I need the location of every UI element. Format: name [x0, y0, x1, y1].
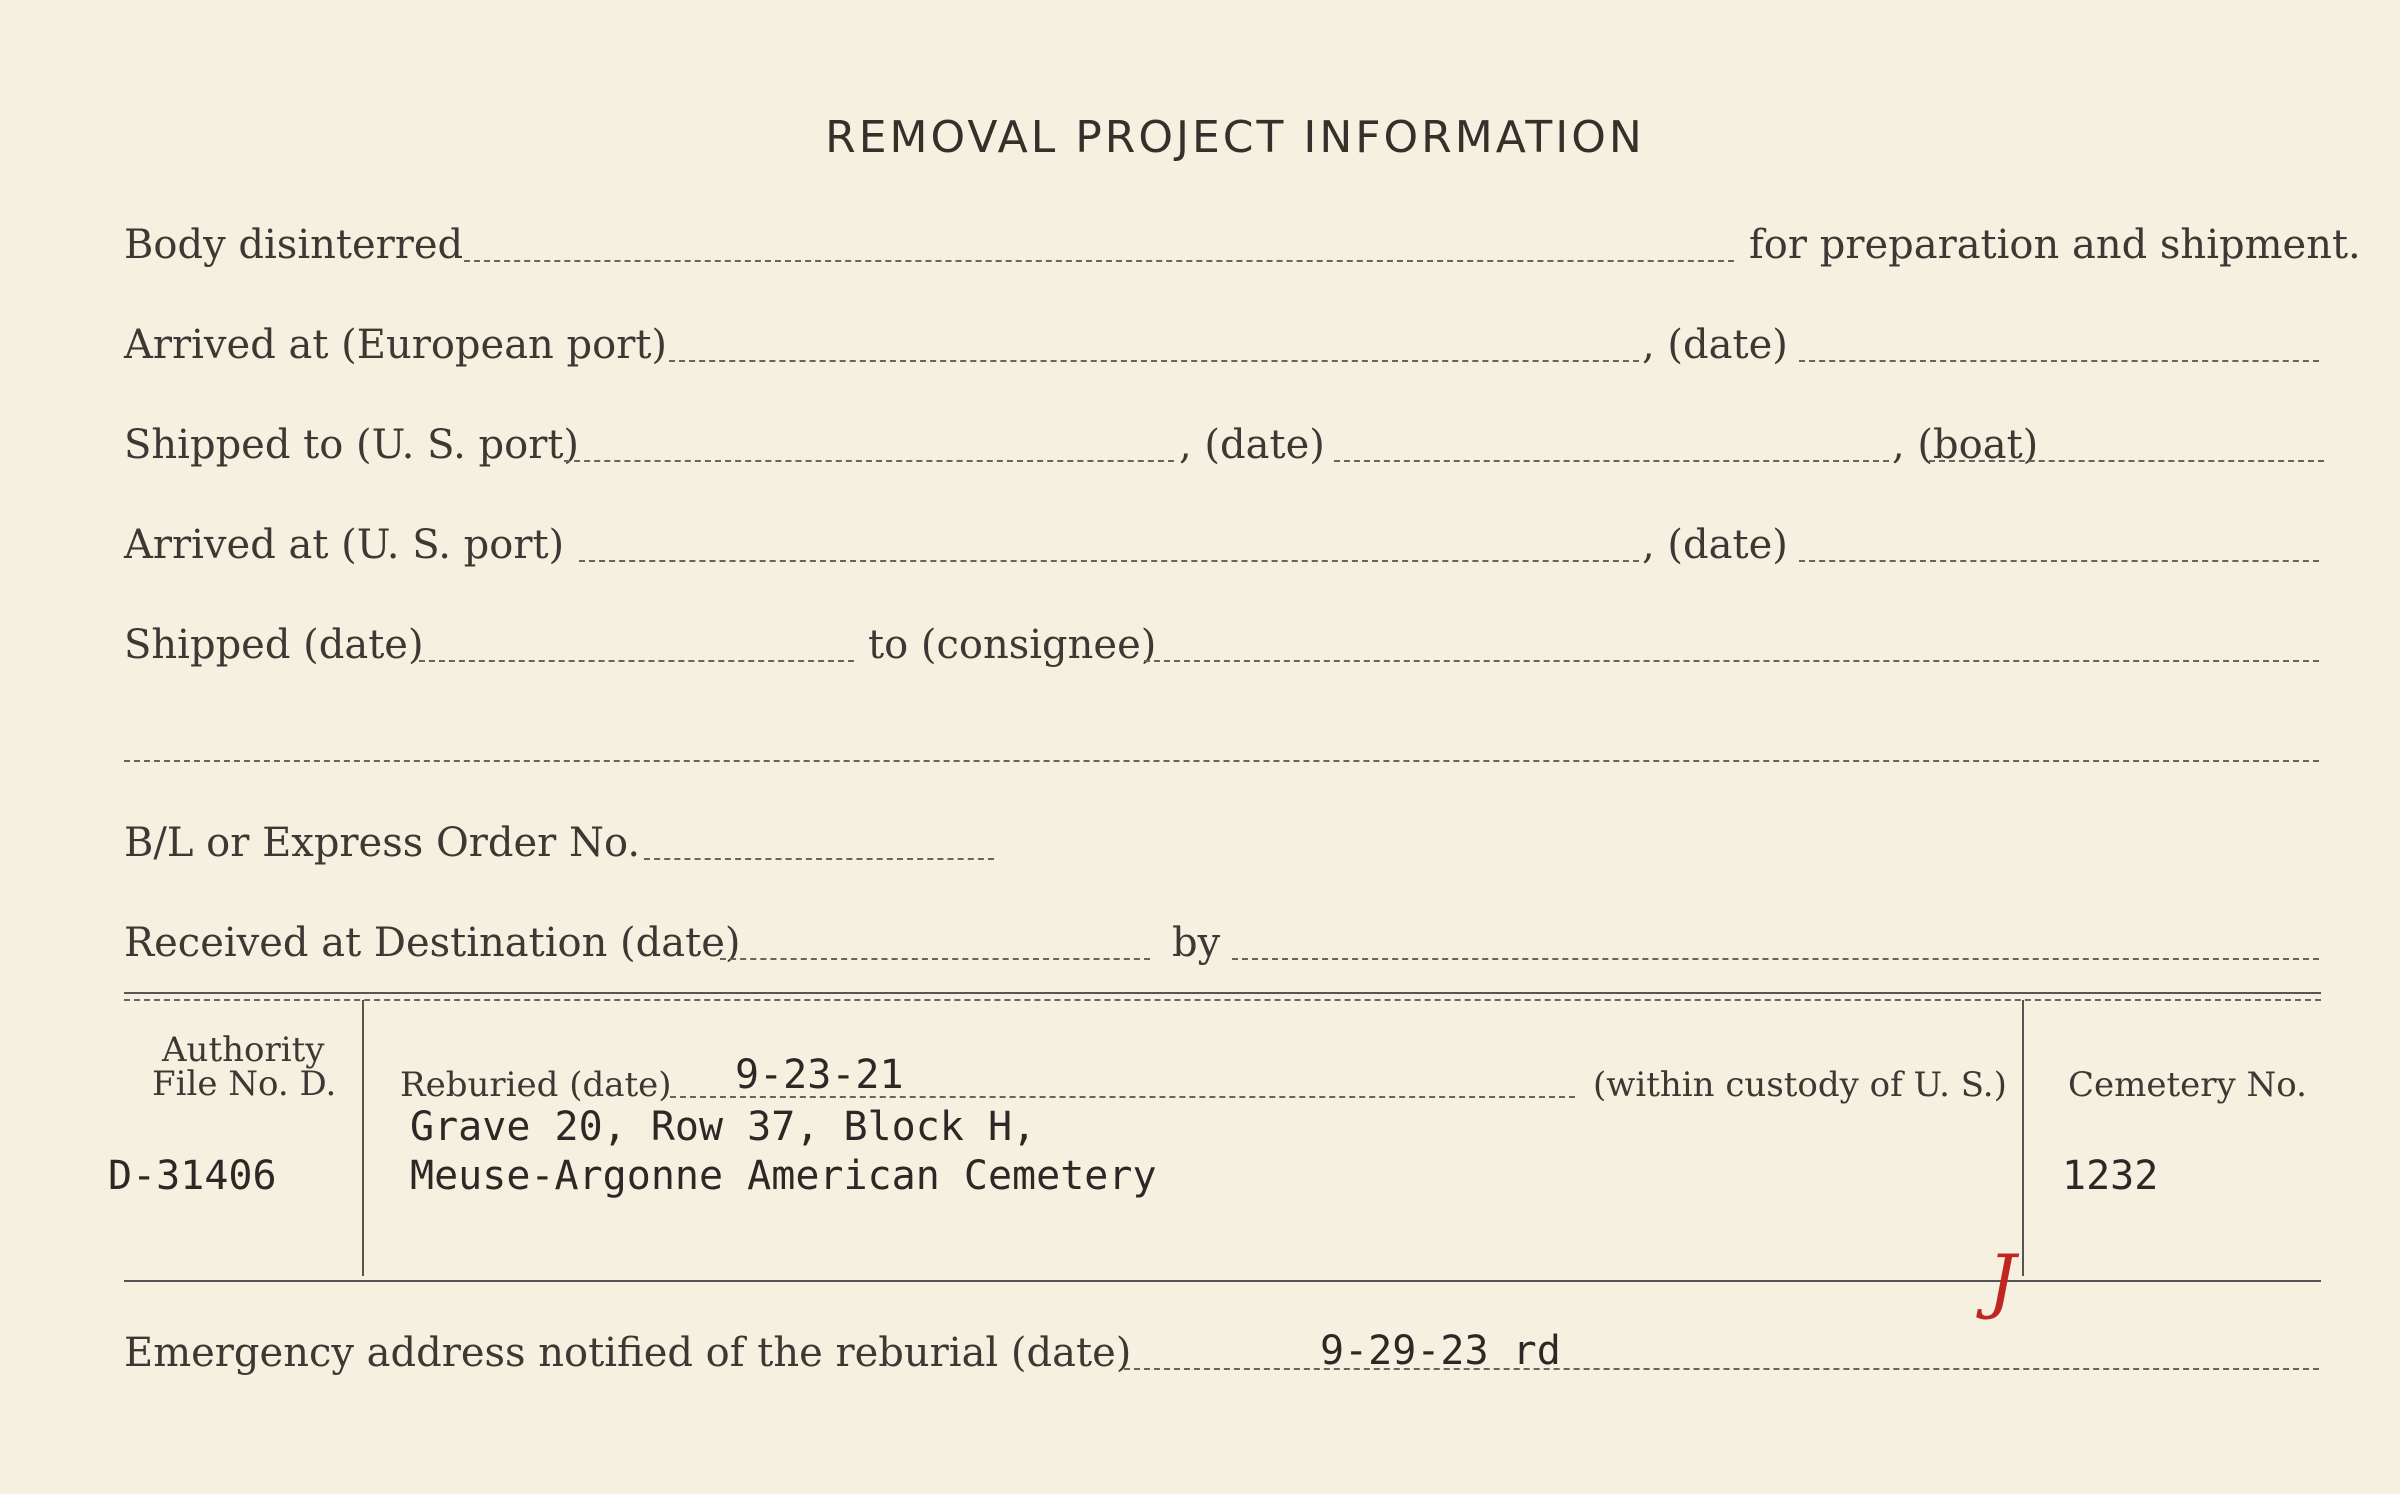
grave-location-line: Grave 20, Row 37, Block H, [410, 1104, 1037, 1150]
label-boat: , (boat) [1892, 422, 2039, 468]
row-received-destination [124, 920, 2324, 980]
box-divider-left [362, 1000, 364, 1276]
row-emergency [124, 1330, 2324, 1390]
blank-line [1799, 360, 2319, 362]
blank-line [669, 360, 1639, 362]
label-emergency: Emergency address notified of the reburial (date) [124, 1330, 1132, 1376]
row-shipped-consignee [124, 622, 2324, 682]
label-cemetery-no: Cemetery No. [2068, 1065, 2307, 1105]
row-blank [124, 722, 2324, 782]
label-reburied-date: Reburied (date) [400, 1065, 672, 1105]
blank-line [1334, 460, 1889, 462]
label-date: , (date) [1179, 422, 1325, 468]
label-date: , (date) [1642, 322, 1788, 368]
label-authority: Authority [162, 1030, 325, 1070]
handwritten-mark: J [1988, 1240, 2017, 1322]
blank-line [419, 660, 854, 662]
reburied-date-value: 9-23-21 [735, 1052, 904, 1098]
emergency-date-value: 9-29-23 rd [1320, 1328, 1561, 1374]
label-body-disinterred: Body disinterred [124, 222, 464, 268]
row-shipped-us [124, 422, 2324, 482]
blank-line [1929, 460, 2324, 462]
label-shipped-us: Shipped to (U. S. port) [124, 422, 579, 468]
file-number-value: D-31406 [108, 1153, 277, 1199]
blank-line [124, 760, 2319, 762]
blank-line [1232, 958, 2319, 960]
blank-line [579, 560, 1639, 562]
blank-line [1799, 560, 2319, 562]
cemetery-name-line: Meuse-Argonne American Cemetery [410, 1153, 1157, 1199]
blank-line [644, 858, 994, 860]
label-prep-shipment: for preparation and shipment. [1749, 222, 2361, 268]
blank-line [1144, 660, 2319, 662]
row-bl-order [124, 820, 2324, 880]
label-bl-order: B/L or Express Order No. [124, 820, 641, 866]
label-shipped-date: Shipped (date) [124, 622, 424, 668]
cemetery-number-value: 1232 [2062, 1153, 2159, 1199]
label-custody: (within custody of U. S.) [1593, 1065, 2007, 1105]
page-title: REMOVAL PROJECT INFORMATION [825, 112, 1645, 163]
label-arrived-european: Arrived at (European port) [124, 322, 668, 368]
blank-line [464, 260, 1734, 262]
label-file-no: File No. D. [152, 1064, 337, 1104]
row-body-disinterred [124, 222, 2361, 282]
row-arrived-european [124, 322, 2324, 382]
label-consignee: to (consignee) [868, 622, 1157, 668]
row-arrived-us [124, 522, 2324, 582]
label-arrived-us: Arrived at (U. S. port) [124, 522, 565, 568]
blank-line [720, 958, 1150, 960]
blank-line [564, 460, 1174, 462]
box-top-rule [124, 992, 2321, 994]
label-date: , (date) [1642, 522, 1788, 568]
blank-line [1124, 1368, 2319, 1370]
label-by: by [1172, 920, 1221, 966]
label-received-destination: Received at Destination (date) [124, 920, 741, 966]
box-divider-right [2022, 1000, 2024, 1276]
box-top-rule-dotted [124, 999, 2321, 1001]
